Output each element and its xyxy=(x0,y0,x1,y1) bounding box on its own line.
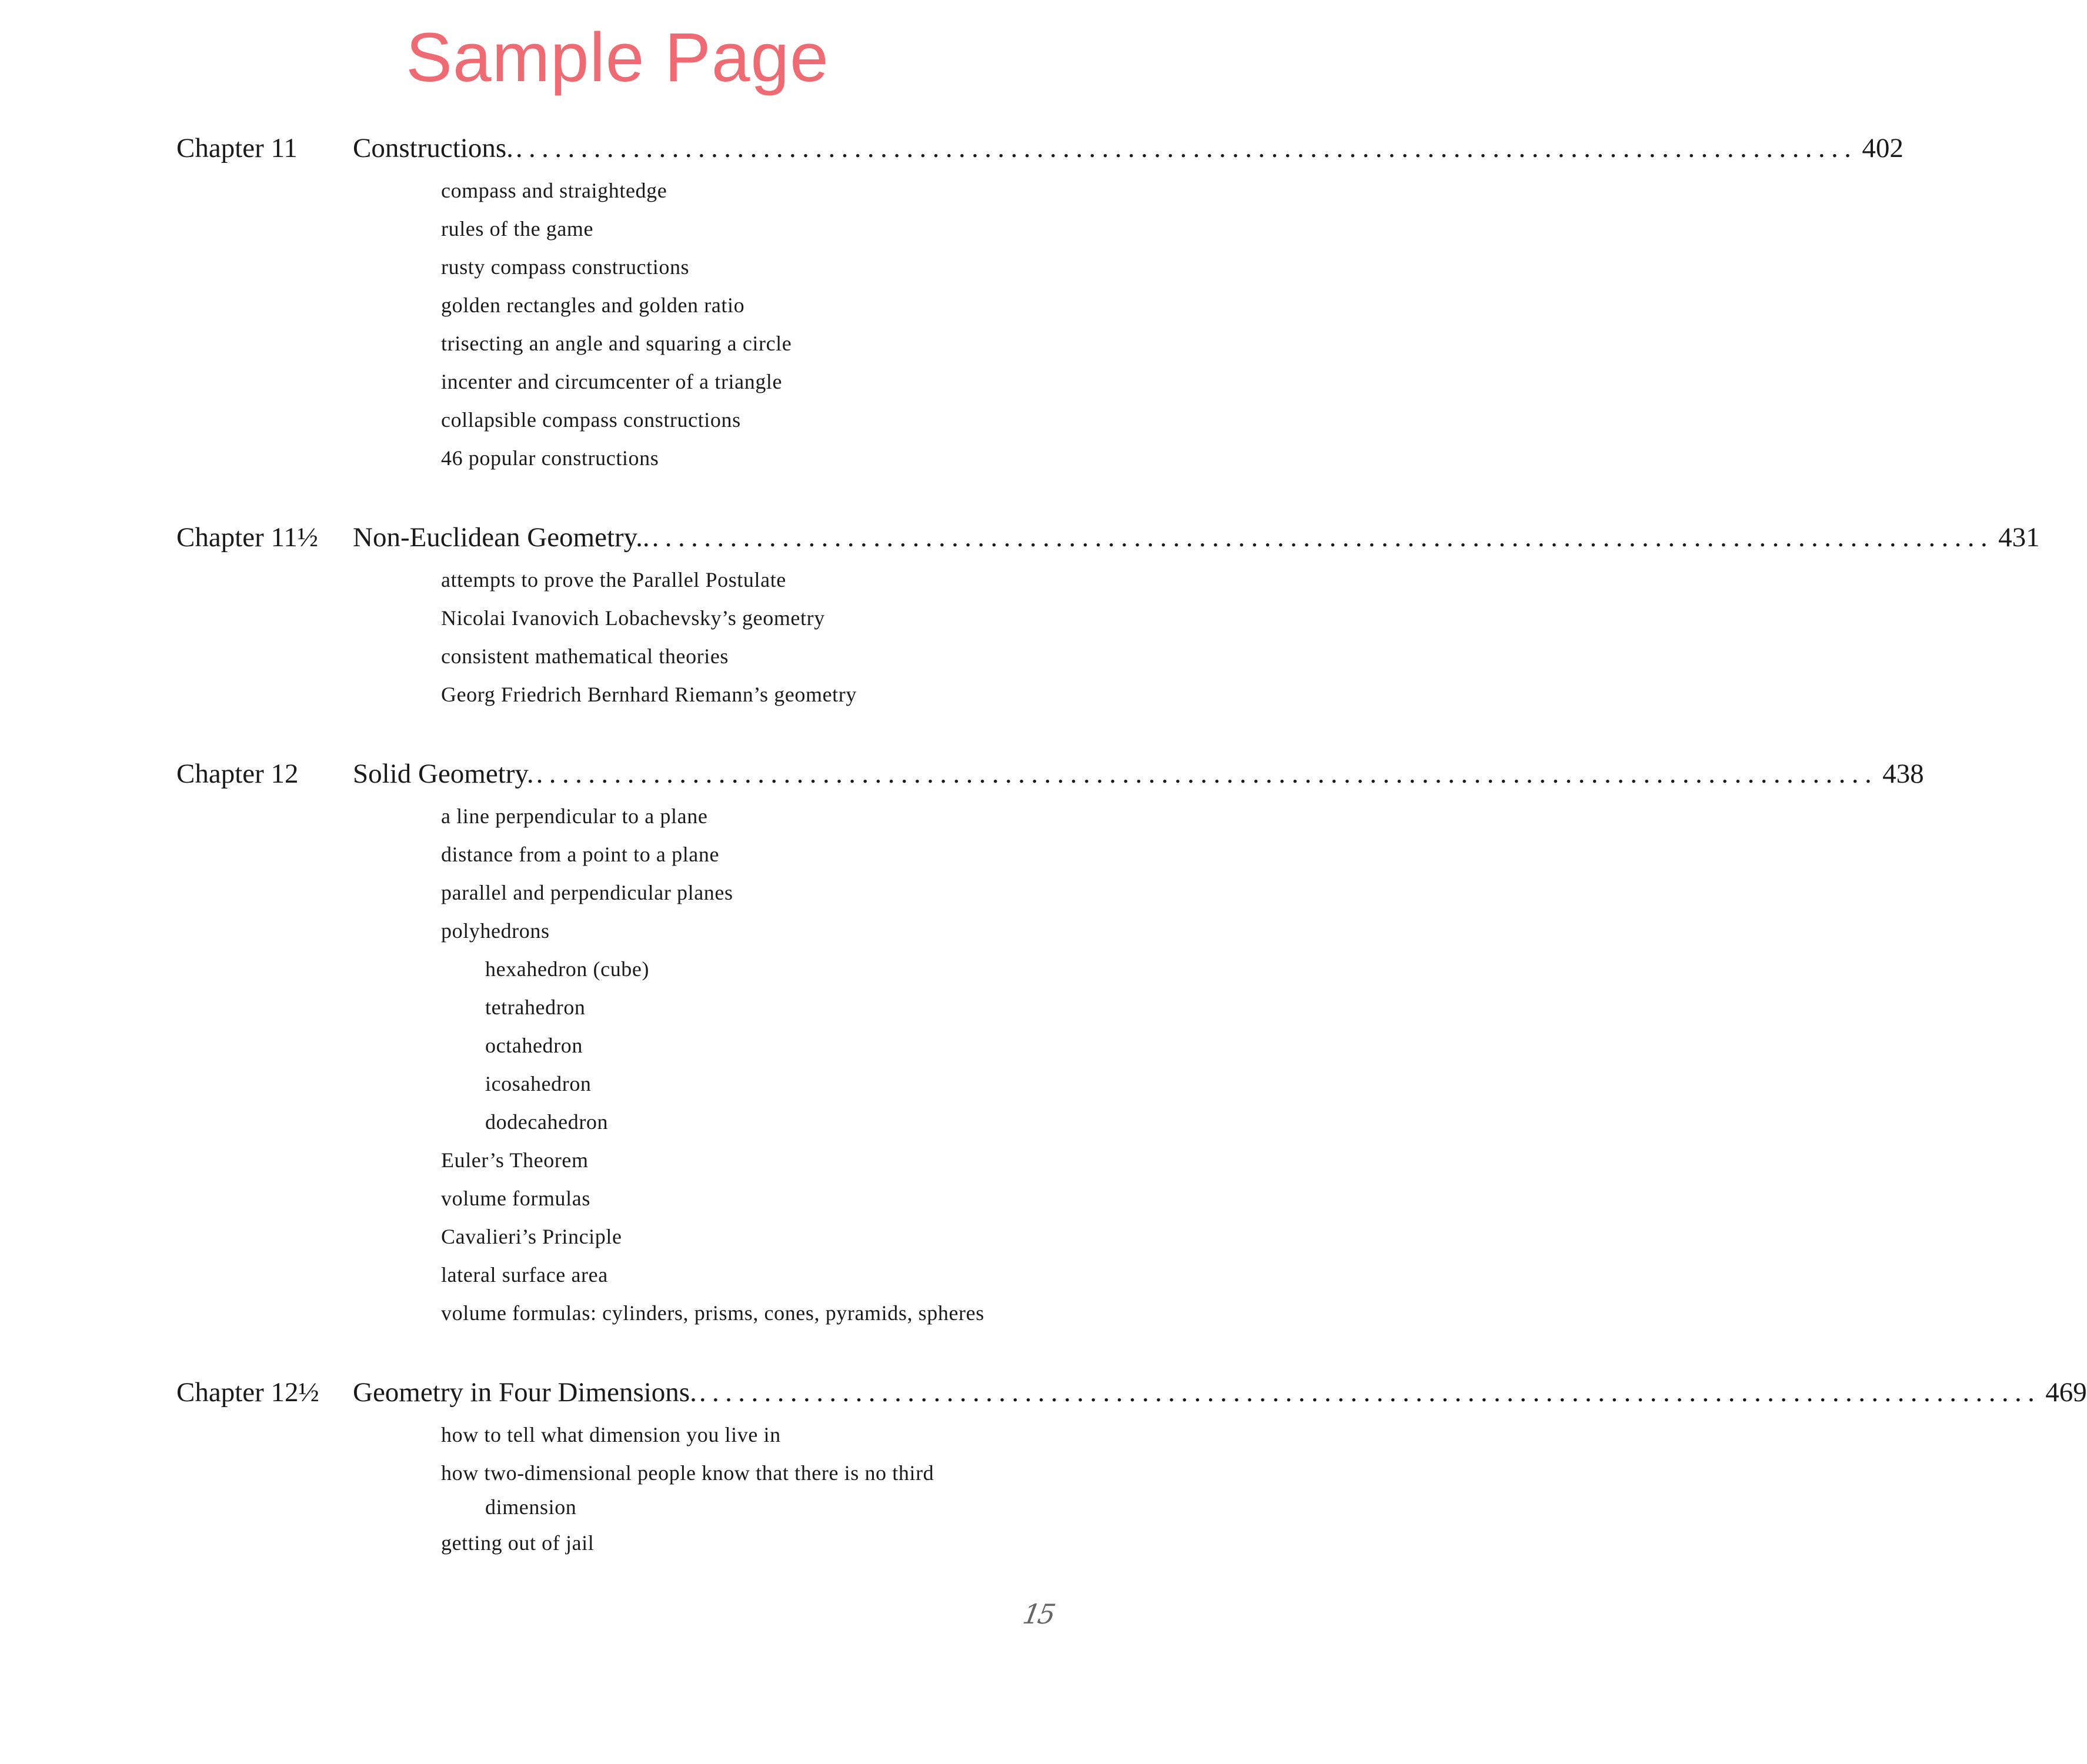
topic-item: rusty compass constructions xyxy=(441,255,690,279)
topic-item xyxy=(441,1454,1058,1524)
subtopic-item: tetrahedron xyxy=(485,995,586,1019)
topic-item: trisecting an angle and squaring a circle xyxy=(441,332,792,355)
chapter-title: Geometry in Four Dimensions. xyxy=(353,1377,697,1408)
chapter-page-number: 469 xyxy=(2045,1377,2087,1408)
page-number-folio: 15 xyxy=(1020,1598,1056,1630)
subtopic-item: octahedron xyxy=(485,1034,583,1057)
subtopic-item: dodecahedron xyxy=(485,1110,609,1134)
topic-item: 46 popular constructions xyxy=(441,446,659,470)
topic-item: collapsible compass constructions xyxy=(441,408,741,432)
topic-item: Cavalieri’s Principle xyxy=(441,1225,622,1248)
chapter-label: Chapter 12 xyxy=(176,759,299,789)
chapter-heading[interactable] xyxy=(176,125,1904,172)
topic-list xyxy=(176,172,1058,477)
chapter-label: Chapter 11½ xyxy=(176,522,319,553)
topic-item: golden rectangles and golden ratio xyxy=(441,293,745,317)
dot-leader: ....................................................................................................... xyxy=(536,759,1878,789)
topic-item: polyhedrons xyxy=(441,919,550,943)
chapter-heading[interactable] xyxy=(176,1369,2087,1416)
chapter-entry xyxy=(176,514,2040,714)
topic-list xyxy=(176,1416,1058,1562)
chapter-title: Constructions. xyxy=(353,133,513,163)
chapter-page-number: 438 xyxy=(1882,759,1924,789)
sample-page-watermark: Sample Page xyxy=(406,19,829,96)
subtopic-item: hexahedron (cube) xyxy=(485,957,650,981)
chapter-label: Chapter 12½ xyxy=(176,1377,319,1408)
topic-item: volume formulas: cylinders, prisms, cones, pyramids, spheres xyxy=(441,1301,984,1325)
chapter-heading[interactable] xyxy=(176,750,1924,797)
dot-leader: ....................................................................................................... xyxy=(699,1377,2041,1408)
topic-item: compass and straightedge xyxy=(441,179,667,202)
table-of-contents xyxy=(176,125,2087,1562)
chapter-title: Solid Geometry. xyxy=(353,759,534,789)
topic-item-text: how two-dimensional people know that there is no third xyxy=(441,1461,934,1485)
subtopic-item: icosahedron xyxy=(485,1072,592,1095)
topic-item: rules of the game xyxy=(441,217,594,240)
topic-list xyxy=(176,797,1058,1332)
topic-item: volume formulas xyxy=(441,1187,590,1210)
topic-item: incenter and circumcenter of a triangle xyxy=(441,370,783,393)
chapter-heading[interactable] xyxy=(176,514,2040,561)
chapter-label: Chapter 11 xyxy=(176,133,298,163)
topic-list xyxy=(176,561,1058,714)
chapter-title: Non-Euclidean Geometry.. xyxy=(353,522,650,553)
dot-leader: ....................................................................................................... xyxy=(652,522,1994,553)
topic-item: a line perpendicular to a plane xyxy=(441,804,708,828)
topic-item: Georg Friedrich Bernhard Riemann’s geometry xyxy=(441,683,857,706)
chapter-page-number: 402 xyxy=(1862,133,1904,163)
dot-leader: ....................................................................................................... xyxy=(515,133,1858,163)
topic-item: Euler’s Theorem xyxy=(441,1148,589,1172)
topic-item: lateral surface area xyxy=(441,1263,608,1287)
chapter-entry xyxy=(176,1369,2087,1562)
topic-item: parallel and perpendicular planes xyxy=(441,881,733,904)
topic-item: attempts to prove the Parallel Postulate xyxy=(441,568,786,592)
topic-item-continuation: dimension xyxy=(485,1495,577,1519)
chapter-page-number: 431 xyxy=(1998,522,2040,553)
topic-item: how to tell what dimension you live in xyxy=(441,1423,781,1446)
chapter-entry xyxy=(176,125,1904,477)
topic-item: Nicolai Ivanovich Lobachevsky’s geometry xyxy=(441,606,825,630)
topic-item: consistent mathematical theories xyxy=(441,644,729,668)
chapter-entry xyxy=(176,750,1924,1332)
topic-item: getting out of jail xyxy=(441,1531,595,1555)
topic-item: distance from a point to a plane xyxy=(441,843,720,866)
